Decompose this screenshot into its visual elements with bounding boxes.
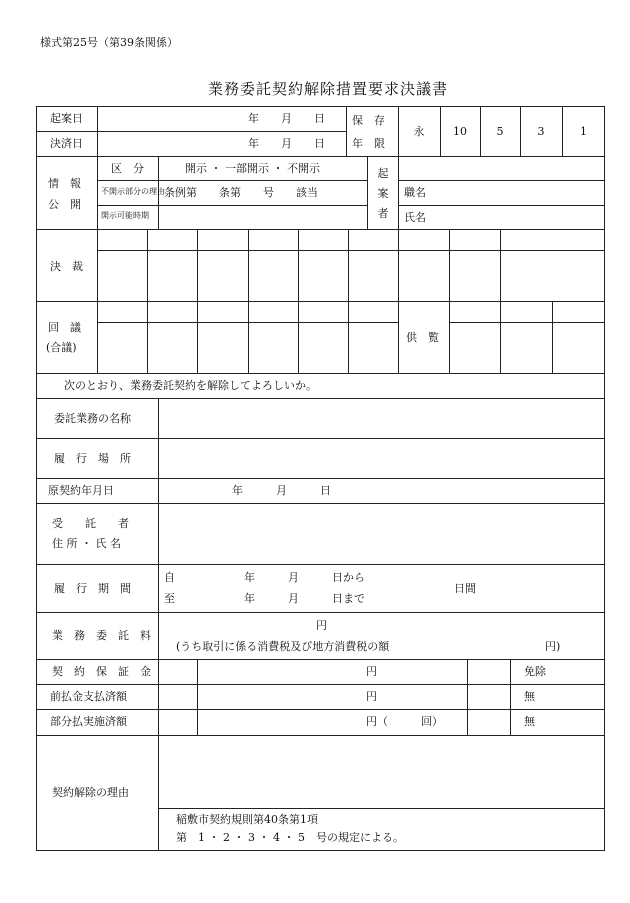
jutaku-label-1: 受 託 者	[52, 517, 129, 530]
hosho-kin-label: 契 約 保 証 金	[52, 665, 151, 678]
kubun-options[interactable]: 開示 ・ 一部開示 ・ 不開示	[185, 162, 320, 175]
from-label: 自	[164, 571, 175, 584]
bubun-yen[interactable]: 円（ 回）	[366, 715, 443, 728]
page-title: 業務委託契約解除措置要求決議書	[208, 80, 449, 98]
to-date[interactable]: 年 月 日まで	[244, 592, 365, 605]
kisoku-line-2[interactable]: 第 1 ・ 2 ・ 3 ・ 4 ・ 5 号の規定による。	[176, 831, 404, 844]
info-label-1: 情 報	[48, 177, 81, 190]
rikou-kikan-label: 履 行 期 間	[54, 582, 131, 595]
kyoran-label: 供 覧	[406, 331, 439, 344]
kian-date-label: 起案日	[50, 112, 83, 125]
gen-keiyaku-label: 原契約年月日	[48, 484, 114, 497]
maebarai-label: 前払金支払済額	[50, 690, 127, 703]
kian-date-value[interactable]: 年 月 日	[248, 112, 325, 125]
kessai-label: 決 裁	[50, 260, 83, 273]
shokumei-label: 職名	[404, 186, 426, 199]
bubun-note[interactable]: 無	[524, 715, 535, 728]
info-label-2: 公 開	[48, 198, 81, 211]
from-date[interactable]: 年 月 日から	[244, 571, 365, 584]
kiansha-label: 起案者	[377, 167, 389, 220]
kubun-label: 区 分	[111, 162, 144, 175]
maebarai-note[interactable]: 無	[524, 690, 535, 703]
retention-1[interactable]: 1	[580, 125, 587, 138]
kaigi-label-2: (合議)	[46, 341, 77, 354]
tax-note: (うち取引に係る消費税及び地方消費税の額	[176, 640, 390, 653]
bubun-label: 部分払実施済額	[50, 715, 127, 728]
jutaku-label-2: 住 所 ・ 氏 名	[52, 537, 121, 550]
riyu-label: 契約解除の理由	[52, 786, 129, 799]
retention-label-2: 年 限	[352, 137, 385, 150]
kaiji-jiki-label: 開示可能時期	[101, 211, 149, 220]
itaku-name-label: 委託業務の名称	[54, 412, 131, 425]
itaku-ryo-yen[interactable]: 円	[316, 619, 327, 632]
retention-3[interactable]: 3	[537, 125, 545, 138]
hosho-kin-note[interactable]: 免除	[524, 665, 546, 678]
kessai-date-label: 決済日	[50, 137, 83, 150]
jorei-field[interactable]: 条例第 条第 号 該当	[164, 186, 318, 199]
fukaiji-reason-label: 不開示部分の理由	[101, 187, 165, 196]
retention-label-1: 保 存	[352, 114, 385, 127]
retention-10[interactable]: 10	[453, 125, 467, 138]
to-label: 至	[164, 592, 175, 605]
intro-text: 次のとおり、業務委託契約を解除してよろしいか。	[64, 379, 317, 392]
itaku-ryo-label: 業 務 委 託 料	[52, 629, 151, 642]
kessai-date-value[interactable]: 年 月 日	[248, 137, 325, 150]
gen-keiyaku-date[interactable]: 年 月 日	[232, 484, 331, 497]
hosho-kin-yen[interactable]: 円	[366, 665, 377, 678]
kisoku-line-1: 稲敷市契約規則第40条第1項	[176, 813, 318, 826]
kaigi-label-1: 回 議	[48, 321, 81, 334]
retention-5[interactable]: 5	[496, 125, 504, 138]
rikou-basho-label: 履 行 場 所	[54, 452, 131, 465]
shimei-label: 氏名	[404, 211, 426, 224]
maebarai-yen[interactable]: 円	[366, 690, 377, 703]
retention-permanent[interactable]: 永	[413, 125, 425, 138]
tax-yen[interactable]: 円)	[545, 640, 561, 653]
form-number: 様式第25号（第39条関係）	[40, 36, 178, 49]
nichikan-label: 日間	[454, 582, 476, 595]
